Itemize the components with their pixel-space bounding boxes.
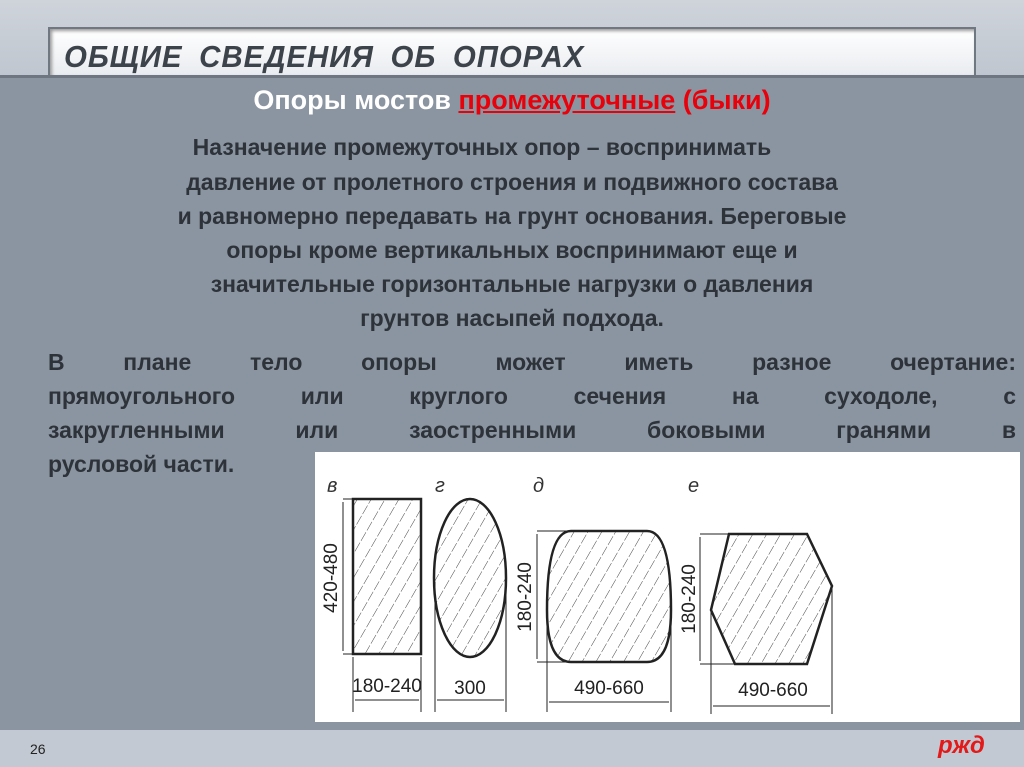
- paragraph2-line: В плане тело опоры может иметь разное очертание:: [48, 349, 1016, 375]
- paragraph2-line: закругленными или заостренными боковыми гранями в: [48, 417, 1016, 443]
- heading-text: Опоры мостов: [253, 85, 459, 115]
- rounded-section: [547, 531, 671, 662]
- heading-suffix: (быки): [675, 85, 771, 115]
- label-g: г: [435, 475, 445, 497]
- dim-e-width: 490-660: [738, 680, 808, 701]
- paragraph1-line: опоры кроме вертикальных воспринимают еще и: [226, 237, 798, 263]
- dim-v-height: 420-480: [321, 543, 342, 613]
- paragraph1-line: Назначение промежуточных опор – воспринимать: [192, 134, 772, 160]
- label-v: в: [327, 475, 338, 497]
- title-box: [48, 27, 976, 75]
- dim-g-width: 300: [454, 678, 486, 699]
- page-number: 26: [30, 741, 46, 757]
- dim-v-width: 180-240: [352, 676, 422, 697]
- dim-d-width: 490-660: [574, 678, 644, 699]
- pointed-section: [711, 534, 832, 664]
- label-d: д: [533, 475, 545, 497]
- dim-d-height: 180-240: [515, 562, 536, 632]
- paragraph2-line: русловой части.: [48, 451, 235, 477]
- heading: [0, 85, 1024, 116]
- heading-highlight: промежуточные: [458, 85, 676, 115]
- rect-section: [353, 499, 421, 654]
- pier-sections-figure: [315, 452, 1020, 722]
- paragraph1-line: значительные горизонтальные нагрузки о давления: [210, 271, 814, 297]
- paragraph2-line: прямоугольного или круглого сечения на суходоле, с: [48, 383, 1016, 409]
- rzd-logo: ржд: [938, 732, 985, 759]
- paragraph1-line: грунтов насыпей подхода.: [360, 305, 664, 331]
- round-section: [434, 499, 506, 657]
- label-e: е: [688, 475, 700, 497]
- paragraph1-line: и равномерно передавать на грунт основания. Береговые: [177, 203, 847, 229]
- dim-e-height: 180-240: [679, 564, 700, 634]
- footer-bar: [0, 730, 1024, 767]
- slide-title: ОБЩИЕ СВЕДЕНИЯ ОБ ОПОРАХ: [64, 39, 585, 74]
- paragraph1-line: давление от пролетного строения и подвижного состава: [186, 169, 838, 195]
